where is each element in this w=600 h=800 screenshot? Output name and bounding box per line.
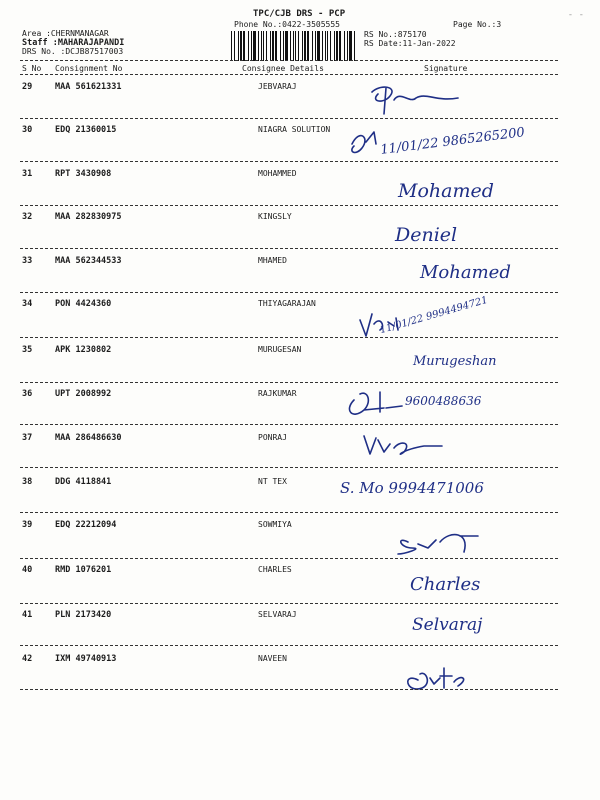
phone-number: Phone No.:0422-3505555 [234, 20, 340, 29]
page-number: Page No.:3 [453, 20, 502, 29]
row-divider [20, 467, 558, 468]
signature-text: S. Mo 9994471006 [340, 479, 484, 497]
row-divider [20, 512, 558, 513]
row-consignment: MAA 286486630 [55, 433, 122, 443]
row-consignee: NIAGRA SOLUTION [258, 125, 331, 134]
report-title: TPC/CJB DRS - PCP [253, 9, 346, 19]
row-consignee: MURUGESAN [258, 345, 302, 354]
signature-scribble [340, 654, 560, 702]
row-consignment: IXM 49740913 [55, 654, 117, 664]
row-sno: 39 [22, 520, 33, 530]
signature-text: 11/01/22 9994494721 [378, 294, 490, 337]
rs-number: RS No.:875170 [364, 30, 427, 39]
column-divider [20, 74, 558, 75]
column-signature: Signature [424, 64, 468, 73]
row-divider [20, 689, 558, 690]
column-consignee: Consignee Details [242, 64, 324, 73]
row-consignee: RAJKUMAR [258, 389, 297, 398]
row-sno: 40 [22, 565, 33, 575]
row-consignment: MAA 561621331 [55, 82, 122, 92]
column-sno: S No [22, 64, 42, 73]
row-consignment: UPT 2008992 [55, 389, 112, 399]
row-sno: 30 [22, 125, 33, 135]
row-divider [20, 337, 558, 338]
drs-number: DRS No. :DCJB87517003 [22, 47, 124, 56]
row-divider [20, 645, 558, 646]
row-consignee: NAVEEN [258, 654, 287, 663]
row-consignee: JEBVARAJ [258, 82, 297, 91]
signature-text: Selvaraj [412, 615, 483, 635]
row-divider [20, 205, 558, 206]
signature-scribble [340, 80, 560, 128]
row-divider [20, 118, 558, 119]
column-consignment: Consignment No [55, 64, 123, 73]
row-consignee: KINGSLY [258, 212, 292, 221]
row-sno: 37 [22, 433, 33, 443]
row-consignee: MOHAMMED [258, 169, 297, 178]
row-consignment: PON 4424360 [55, 299, 112, 309]
page-corner-mark: - - [567, 10, 584, 20]
row-consignment: PLN 2173420 [55, 610, 112, 620]
row-consignee: PONRAJ [258, 433, 287, 442]
row-consignee: MHAMED [258, 256, 287, 265]
row-consignee: NT TEX [258, 477, 287, 486]
row-sno: 42 [22, 654, 33, 664]
row-sno: 41 [22, 610, 33, 620]
signature-text: 11/01/22 9865265200 [379, 125, 526, 158]
signature-text: Murugeshan [413, 354, 497, 369]
row-sno: 33 [22, 256, 33, 266]
row-sno: 31 [22, 169, 33, 179]
row-consignment: DDG 4118841 [55, 477, 112, 487]
row-consignment: EDQ 22212094 [55, 520, 117, 530]
row-divider [20, 292, 558, 293]
signature-text: 9600488636 [405, 394, 482, 408]
row-divider [20, 161, 558, 162]
signature-text: Deniel [395, 224, 458, 246]
signature-text: Mohamed [420, 262, 511, 283]
row-sno: 36 [22, 389, 33, 399]
signature-text: Charles [410, 574, 481, 595]
row-sno: 34 [22, 299, 33, 309]
row-sno: 29 [22, 82, 33, 92]
row-divider [20, 424, 558, 425]
row-sno: 32 [22, 212, 33, 222]
row-divider [20, 248, 558, 249]
row-sno: 38 [22, 477, 33, 487]
header-divider [20, 60, 558, 61]
row-consignment: RPT 3430908 [55, 169, 112, 179]
row-divider [20, 603, 558, 604]
rs-date: RS Date:11-Jan-2022 [364, 39, 456, 48]
area-label: Area :CHERNMANAGAR [22, 29, 109, 38]
row-consignment: MAA 562344533 [55, 256, 122, 266]
staff-label: Staff :MAHARAJAPANDI [22, 38, 125, 48]
signature-text: Mohamed [398, 180, 494, 202]
row-consignee: CHARLES [258, 565, 292, 574]
row-divider [20, 558, 558, 559]
row-consignment: APK 1230802 [55, 345, 112, 355]
row-consignment: EDQ 21360015 [55, 125, 117, 135]
barcode-icon [231, 31, 358, 61]
row-consignee: THIYAGARAJAN [258, 299, 316, 308]
row-consignment: MAA 282830975 [55, 212, 122, 222]
row-consignment: RMD 1076201 [55, 565, 112, 575]
row-sno: 35 [22, 345, 33, 355]
row-consignee: SELVARAJ [258, 610, 297, 619]
row-consignee: SOWMIYA [258, 520, 292, 529]
